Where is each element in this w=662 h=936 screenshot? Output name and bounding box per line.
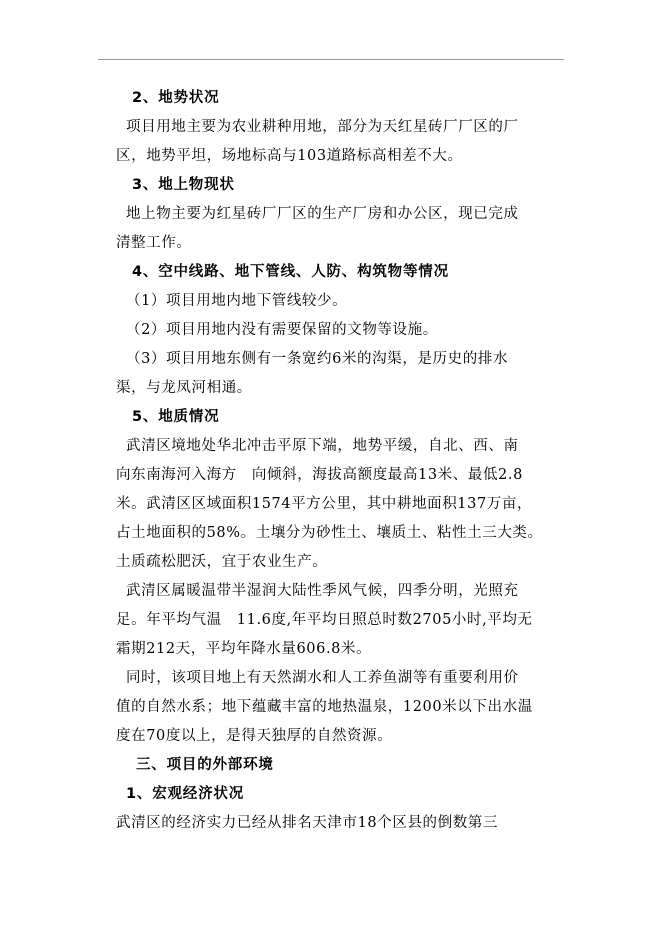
paragraph-line: 地上物主要为红星砖厂厂区的生产厂房和办公区，现已完成 — [126, 206, 519, 222]
list-item: （2）项目用地内没有需要保留的文物等设施。 — [126, 322, 438, 338]
header-rule — [98, 59, 564, 60]
paragraph-line: 霜期212天，平均年降水量606.8米。 — [116, 641, 372, 657]
heading-ground-objects: 3、地上物现状 — [132, 177, 235, 193]
heading-macro-economy: 1、宏观经济状况 — [126, 786, 244, 802]
paragraph-line: 武清区境地处华北冲击平原下端，地势平缓，自北、西、南 — [126, 438, 519, 454]
heading-geology: 5、地质情况 — [132, 409, 220, 425]
paragraph-line: 项目用地主要为农业耕种用地，部分为天红星砖厂厂区的厂 — [126, 119, 519, 135]
paragraph-line: 清整工作。 — [116, 235, 192, 251]
heading-terrain: 2、地势状况 — [132, 90, 220, 106]
document-body — [98, 84, 558, 838]
paragraph-line: 向东南海河入海方 向倾斜，海拔高额度最高13米、最低2.8 — [116, 467, 523, 483]
paragraph-line: 武清区的经济实力已经从排名天津市18个区县的倒数第三 — [116, 815, 499, 831]
paragraph-line: 同时，该项目地上有天然湖水和人工养鱼湖等有重要利用价 — [126, 670, 519, 686]
heading-external-environment: 三、项目的外部环境 — [136, 757, 274, 773]
list-item: （3）项目用地东侧有一条宽约6米的沟渠，是历史的排水 — [126, 351, 509, 367]
paragraph-line: 度在70度以上，是得天独厚的自然资源。 — [116, 728, 393, 744]
paragraph-line: 区，地势平坦，场地标高与103道路标高相差不大。 — [116, 148, 463, 164]
paragraph-line: 占土地面积的58%。土壤分为砂性土、壤质土、粘性土三大类。 — [116, 525, 543, 541]
paragraph-line: 武清区属暖温带半湿润大陆性季风气候，四季分明，光照充 — [126, 583, 519, 599]
list-item: （1）项目用地内地下管线较少。 — [126, 293, 348, 309]
paragraph-line: 值的自然水系；地下蕴藏丰富的地热温泉，1200米以下出水温 — [116, 699, 533, 715]
paragraph-line: 渠，与龙凤河相通。 — [116, 380, 252, 396]
paragraph-line: 足。年平均气温 11.6度,年平均日照总时数2705小时,平均无 — [116, 612, 533, 628]
heading-pipelines: 4、空中线路、地下管线、人防、构筑物等情况 — [132, 264, 449, 280]
paragraph-line: 米。武清区区域面积1574平方公里，其中耕地面积137万亩， — [116, 496, 533, 512]
paragraph-line: 土质疏松肥沃，宜于农业生产。 — [116, 554, 328, 570]
